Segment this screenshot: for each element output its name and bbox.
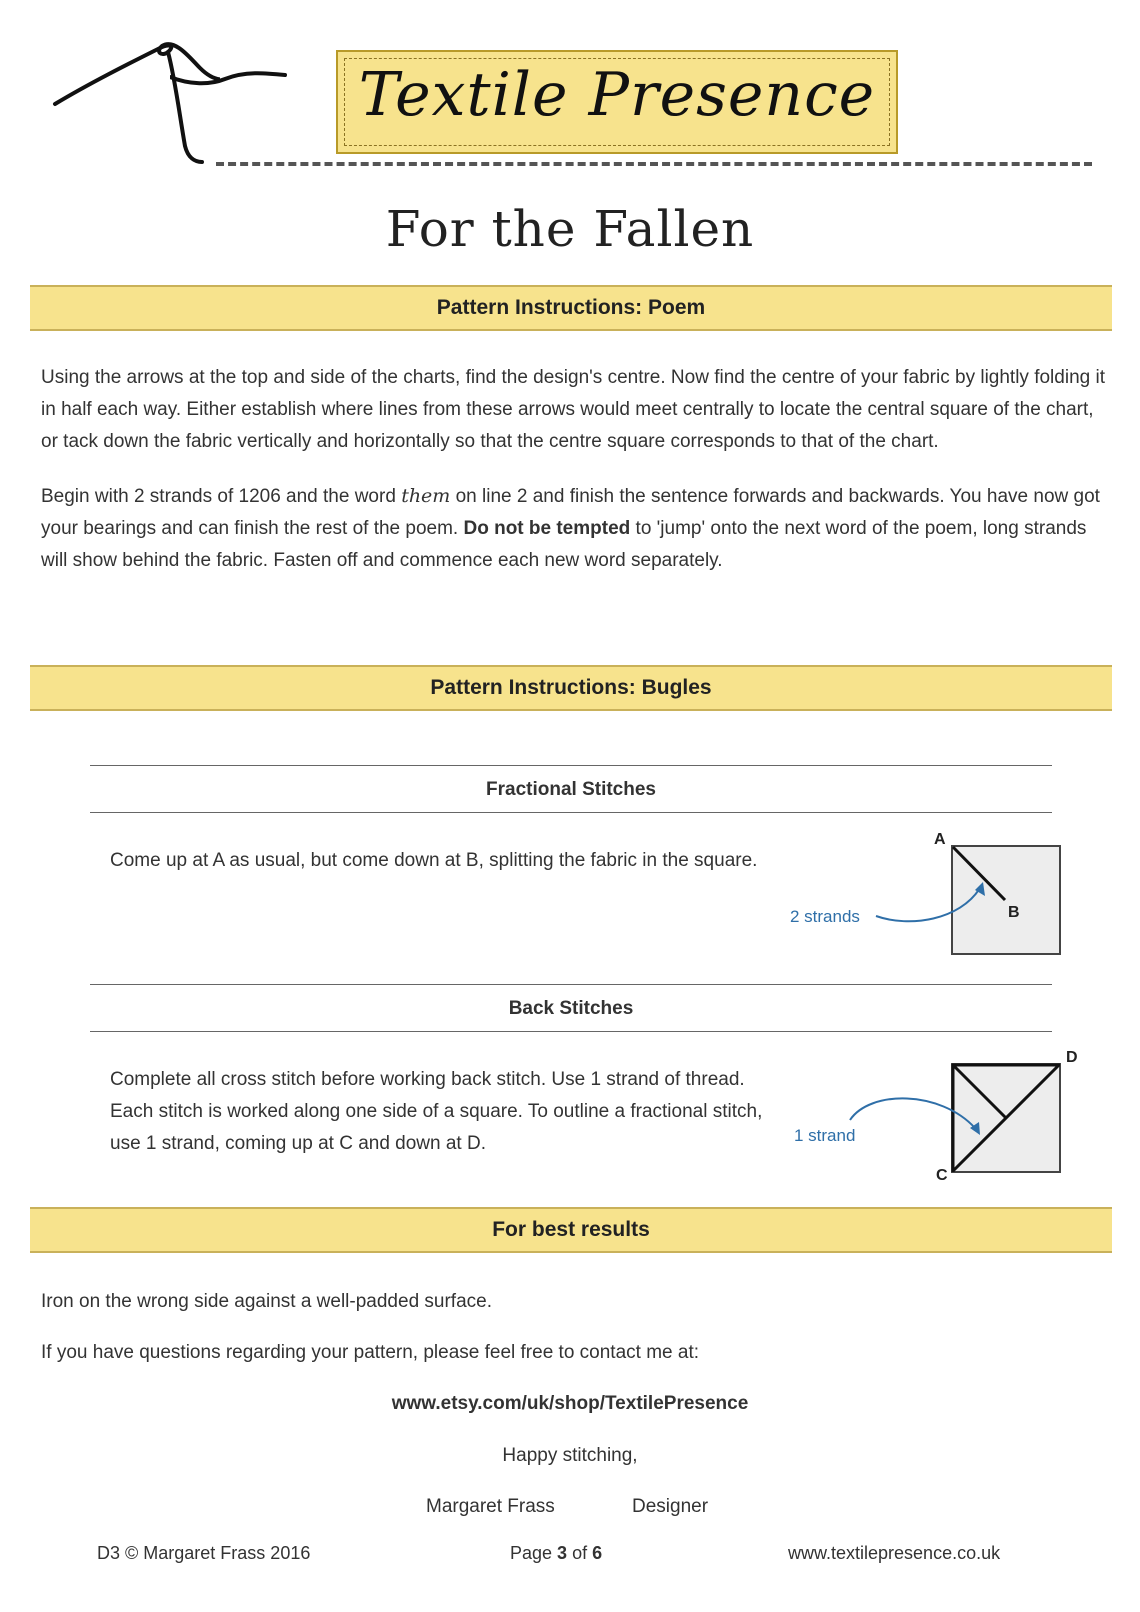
page-current: 3 [557, 1543, 568, 1563]
page-prefix: Page [510, 1543, 558, 1563]
subheading-back-stitches: Back Stitches [508, 998, 634, 1019]
point-c-label: C [936, 1167, 948, 1184]
section-heading-poem: Pattern Instructions: Poem [30, 285, 1112, 331]
footer-copyright: D3 © Margaret Frass 2016 [97, 1543, 311, 1563]
divider [90, 812, 1052, 813]
page-total: 6 [592, 1543, 603, 1563]
footer-page-number [510, 1543, 602, 1564]
strand-annotation: 1 strand [794, 1126, 856, 1145]
etsy-shop-link[interactable]: www.etsy.com/uk/shop/TextilePresence [391, 1393, 749, 1414]
divider [90, 1031, 1052, 1032]
signoff: Happy stitching, [502, 1445, 638, 1466]
poem-paragraph-2-end: to 'jump' onto the next word of the poem, long strands will show behind the fabric. Fasten off and commence each new word separately. [41, 518, 1087, 571]
divider [90, 984, 1052, 985]
fractional-stitches-text: Come up at A as usual, but come down at B, splitting the fabric in the square. [110, 850, 758, 871]
strands-annotation: 2 strands [790, 907, 860, 926]
back-stitch-diagram [790, 1050, 1090, 1190]
section-heading-best-results: For best results [30, 1207, 1112, 1253]
designer-name: Margaret Frass [426, 1496, 555, 1517]
divider [90, 765, 1052, 766]
designer-role: Designer [632, 1496, 709, 1517]
fractional-stitch-diagram [790, 830, 1070, 965]
poem-paragraph-2 [41, 480, 1106, 577]
poem-paragraph-2-middle: on line 2 and finish the sentence forwards and backwards. You have now got your bearings and can finish the rest of the poem. [41, 486, 1100, 539]
poem-paragraph-2-start: Begin with 2 strands of 1206 and the word [41, 486, 402, 507]
poem-instructions [41, 362, 1106, 577]
back-stitches-text: Complete all cross stitch before working back stitch. Use 1 strand of thread. Each stitch is worked along one side of a square. To outline a fractional stitch, use 1 strand, coming up at C and down at D. [110, 1069, 763, 1154]
page-title: For the Fallen [385, 200, 755, 258]
poem-keyword: them [401, 485, 451, 507]
point-d-label: D [1066, 1050, 1078, 1066]
logo-text: Textile Presence [358, 60, 876, 130]
stitch-dash-line [216, 162, 1092, 166]
best-results-line-1: Iron on the wrong side against a well-padded surface. [41, 1291, 492, 1312]
point-a-label: A [934, 831, 946, 848]
subheading-fractional-stitches: Fractional Stitches [486, 779, 656, 800]
section-heading-bugles: Pattern Instructions: Bugles [30, 665, 1112, 711]
page-separator: of [567, 1543, 593, 1563]
point-b-label: B [1008, 904, 1020, 921]
poem-warning: Do not be tempted [463, 518, 631, 539]
logo-box [336, 50, 898, 154]
thread-tail-icon [170, 55, 290, 95]
poem-paragraph-1: Using the arrows at the top and side of the charts, find the design's centre. Now find the centre of your fabric by lightly folding it in half each way. Either establish where lines from these arrows would meet centrally to locate the central square of the chart, or tack down the fabric vertically and horizontally so that the centre square corresponds to that of the chart. [41, 367, 1105, 452]
contact-line: If you have questions regarding your pattern, please feel free to contact me at: [41, 1342, 700, 1363]
footer-website-link[interactable]: www.textilepresence.co.uk [788, 1543, 1001, 1563]
